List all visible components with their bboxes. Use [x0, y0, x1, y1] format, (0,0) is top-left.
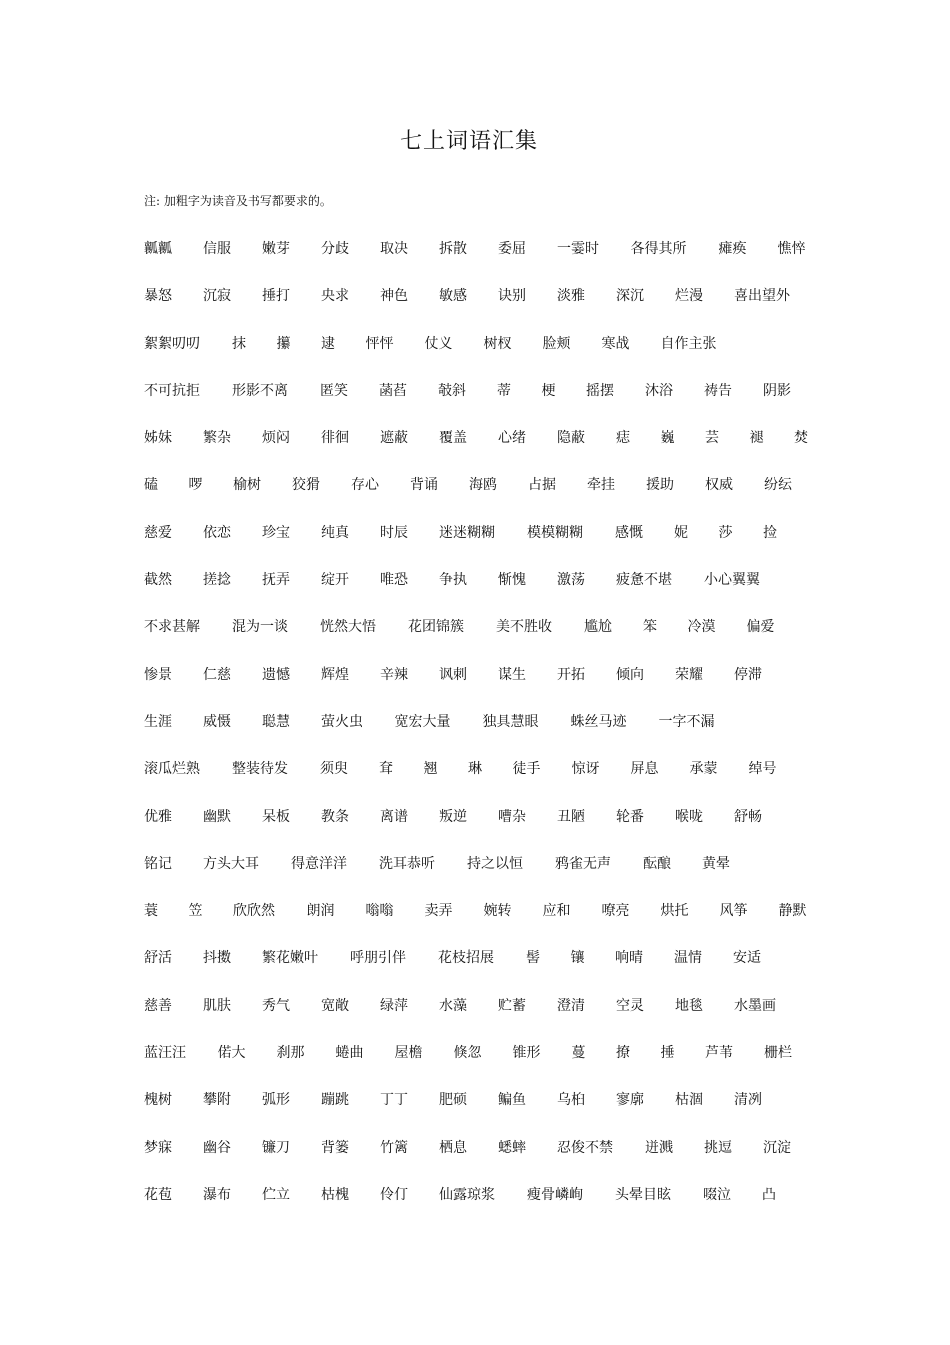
- vocab-word: 仁慈: [203, 666, 231, 683]
- vocab-word: 梦寐: [144, 1139, 172, 1156]
- vocab-word: 脸颊: [542, 335, 571, 352]
- vocab-word: 呆板: [262, 808, 290, 825]
- vocab-word: 繁杂: [203, 430, 231, 447]
- document-note: 注: 加粗字为读音及书写都要求的。: [144, 194, 332, 208]
- vocab-word: 捡: [763, 524, 777, 541]
- vocab-word: 喜出望外: [734, 288, 790, 305]
- vocab-word: 焚: [794, 430, 808, 447]
- vocab-word: 榆树: [233, 477, 261, 494]
- vocab-word: 屋檐: [394, 1045, 423, 1062]
- vocab-word: 援助: [646, 477, 674, 494]
- vocab-word: 萤火虫: [321, 713, 363, 730]
- vocab-word: 抖擞: [203, 950, 231, 967]
- vocab-word: 不可抗拒: [144, 382, 200, 399]
- vocab-word: 安适: [733, 950, 761, 967]
- vocab-word: 舒畅: [734, 808, 762, 825]
- vocab-word: 蓑: [144, 903, 158, 920]
- vocab-word: 遗憾: [262, 666, 290, 683]
- vocab-word: 优雅: [144, 808, 172, 825]
- vocab-word: 美不胜收: [496, 619, 552, 636]
- vocab-word: 沉淀: [763, 1139, 791, 1156]
- word-row: [144, 616, 824, 663]
- vocab-word: 风筝: [719, 903, 748, 920]
- vocab-word: 辛辣: [380, 666, 408, 683]
- vocab-word: 小心翼翼: [704, 572, 760, 589]
- vocab-word: 隐蔽: [557, 430, 585, 447]
- vocab-word: 澄清: [557, 997, 585, 1014]
- vocab-word: 怦怦: [365, 335, 394, 352]
- vocab-word: 嗡嗡: [365, 903, 394, 920]
- vocab-word: 疲惫不堪: [616, 572, 672, 589]
- vocab-word: 蔓: [571, 1045, 586, 1062]
- vocab-word: 姊妹: [144, 430, 172, 447]
- vocab-word: 狡猾: [292, 477, 320, 494]
- vocab-word: 绿萍: [380, 997, 408, 1014]
- vocab-word: 竹篱: [380, 1139, 408, 1156]
- vocab-word: 时辰: [380, 524, 408, 541]
- vocab-word: 徒手: [512, 761, 541, 778]
- vocab-word: 温情: [674, 950, 702, 967]
- vocab-word: 寥廓: [616, 1092, 644, 1109]
- vocab-word: 威慑: [203, 713, 231, 730]
- vocab-word: 整装待发: [232, 761, 288, 778]
- word-row: [144, 285, 824, 332]
- vocab-word: 深沉: [616, 288, 644, 305]
- vocab-word: 洗耳恭听: [379, 855, 435, 872]
- vocab-word: 慈爱: [144, 524, 172, 541]
- vocab-word: 抹: [232, 335, 246, 352]
- vocab-word: 枯槐: [321, 1186, 349, 1203]
- vocab-word: 芸: [705, 430, 719, 447]
- vocab-word: 方头大耳: [203, 855, 259, 872]
- word-row: [144, 806, 824, 853]
- vocab-word: 伶仃: [380, 1186, 408, 1203]
- vocab-word: 遮蔽: [380, 430, 408, 447]
- vocab-word: 镶: [570, 950, 585, 967]
- vocab-word: 一字不漏: [658, 713, 715, 730]
- vocab-word: 诀别: [498, 288, 526, 305]
- word-row: [144, 995, 824, 1042]
- vocab-word: 恍然大悟: [320, 619, 376, 636]
- vocab-word: 响晴: [615, 950, 643, 967]
- vocab-word: 蟋蟀: [498, 1139, 526, 1156]
- word-row: [144, 380, 824, 427]
- vocab-word: 妮: [674, 524, 688, 541]
- vocab-word: 翘: [423, 761, 438, 778]
- vocab-word: 海鸥: [469, 477, 497, 494]
- vocab-word: 花枝招展: [438, 950, 494, 967]
- vocab-word: 耷: [379, 761, 393, 778]
- vocab-word: 抚弄: [262, 572, 290, 589]
- vocab-word: 酝酿: [643, 855, 671, 872]
- vocab-word: 烦闷: [262, 430, 290, 447]
- vocab-word: 感慨: [615, 524, 643, 541]
- word-row: [144, 569, 824, 616]
- vocab-word: 幽谷: [203, 1139, 231, 1156]
- vocab-word: 占据: [528, 477, 556, 494]
- vocab-word: 地毯: [675, 997, 703, 1014]
- vocab-word: 瓤瓤: [144, 241, 172, 257]
- vocab-word: 离谱: [380, 808, 408, 825]
- vocab-word: 捶打: [262, 288, 290, 305]
- vocab-word: 嘈杂: [498, 808, 526, 825]
- vocab-word: 持之以恒: [467, 855, 523, 872]
- word-row: [144, 853, 824, 900]
- vocab-word: 分歧: [321, 241, 349, 257]
- vocab-word: 沉寂: [203, 288, 231, 305]
- vocab-word: 鸦雀无声: [555, 855, 611, 872]
- vocab-word: 惨景: [144, 666, 172, 683]
- vocab-word: 沐浴: [645, 382, 673, 399]
- vocab-word: 幽默: [203, 808, 231, 825]
- vocab-word: 叛逆: [439, 808, 467, 825]
- vocab-word: 攀附: [203, 1092, 231, 1109]
- vocab-word: 须臾: [320, 761, 348, 778]
- vocab-word: 教条: [321, 808, 349, 825]
- vocab-word: 鳊鱼: [498, 1092, 526, 1109]
- vocab-word: 磕: [144, 477, 158, 494]
- vocab-word: 生涯: [144, 713, 172, 730]
- vocab-word: 乌桕: [557, 1092, 585, 1109]
- word-row: [144, 758, 824, 805]
- vocab-word: 自作主张: [660, 335, 717, 352]
- word-row: [144, 522, 824, 569]
- vocab-word: 冷漠: [687, 619, 716, 636]
- vocab-word: 呼朋引伴: [350, 950, 406, 967]
- vocab-word: 纷纭: [764, 477, 792, 494]
- vocab-word: 心绪: [498, 430, 526, 447]
- vocab-word: 蓝汪汪: [144, 1045, 186, 1062]
- vocab-word: 纯真: [321, 524, 349, 541]
- vocab-word: 欣欣然: [233, 903, 275, 920]
- vocab-word: 烂漫: [675, 288, 703, 305]
- vocab-word: 褪: [749, 430, 764, 447]
- vocab-word: 屏息: [630, 761, 659, 778]
- vocab-word: 激荡: [557, 572, 585, 589]
- vocab-word: 绰号: [748, 761, 777, 778]
- vocab-word: 聪慧: [262, 713, 290, 730]
- vocab-word: 啰: [188, 477, 203, 494]
- vocab-word: 倾向: [616, 666, 644, 683]
- vocab-word: 笠: [188, 903, 203, 920]
- vocab-word: 荣耀: [675, 666, 703, 683]
- vocab-word: 卖弄: [424, 903, 453, 920]
- vocab-word: 贮蓄: [498, 997, 526, 1014]
- vocab-word: 匿笑: [320, 382, 348, 399]
- vocab-word: 暴怒: [144, 288, 172, 305]
- vocab-word: 敏感: [439, 288, 467, 305]
- word-row: [144, 427, 824, 474]
- vocab-word: 逮: [321, 335, 335, 352]
- vocab-word: 惭愧: [498, 572, 526, 589]
- vocab-word: 滚瓜烂熟: [144, 761, 200, 778]
- document-title: 七上词语汇集: [399, 129, 538, 154]
- vocab-word: 倏忽: [453, 1045, 482, 1062]
- vocab-word: 仙露琼浆: [439, 1186, 495, 1203]
- vocab-word: 菡萏: [379, 382, 407, 399]
- vocab-word: 铭记: [144, 855, 172, 872]
- vocab-word: 委屈: [498, 241, 526, 257]
- vocab-word: 取决: [380, 241, 408, 257]
- vocab-word: 憔悴: [777, 241, 806, 257]
- vocab-word: 独具慧眼: [482, 713, 539, 730]
- vocab-word: 啜泣: [703, 1186, 731, 1203]
- word-row: [144, 1089, 824, 1136]
- vocab-word: 迷迷糊糊: [439, 524, 495, 541]
- vocab-word: 舒活: [144, 950, 172, 967]
- vocab-word: 开拓: [557, 666, 585, 683]
- word-row: [144, 664, 824, 711]
- vocab-word: 应和: [542, 903, 571, 920]
- vocab-word: 锥形: [512, 1045, 541, 1062]
- vocab-word: 瘫痪: [718, 241, 747, 257]
- vocab-word: 背诵: [410, 477, 438, 494]
- vocab-word: 瘦骨嶙峋: [527, 1186, 583, 1203]
- vocab-word: 静默: [778, 903, 807, 920]
- vocab-word: 惊讶: [571, 761, 600, 778]
- word-row: [144, 238, 824, 285]
- vocab-word: 髻: [526, 950, 540, 967]
- vocab-word: 镰刀: [262, 1139, 290, 1156]
- vocab-word: 偏爱: [746, 619, 775, 636]
- vocab-word: 弧形: [262, 1092, 290, 1109]
- vocab-word: 摇摆: [586, 382, 614, 399]
- vocab-word: 绽开: [321, 572, 349, 589]
- word-row: [144, 1184, 824, 1231]
- vocab-word: 伫立: [262, 1186, 290, 1203]
- vocab-word: 宽敞: [321, 997, 349, 1014]
- vocab-word: 槐树: [144, 1092, 172, 1109]
- vocab-word: 混为一谈: [232, 619, 288, 636]
- vocab-word: 蒂: [497, 382, 511, 399]
- vocab-word: 头晕目眩: [615, 1186, 671, 1203]
- vocab-word: 朗润: [306, 903, 335, 920]
- vocab-word: 空灵: [616, 997, 644, 1014]
- vocab-word: 覆盖: [439, 430, 467, 447]
- vocab-word: 轮番: [616, 808, 644, 825]
- vocab-word: 徘徊: [321, 430, 349, 447]
- vocab-word: 模模糊糊: [527, 524, 583, 541]
- word-row: [144, 711, 824, 758]
- vocab-word: 忍俊不禁: [557, 1139, 613, 1156]
- word-row: [144, 474, 824, 521]
- vocab-word: 烘托: [660, 903, 689, 920]
- vocab-word: 阴影: [763, 382, 791, 399]
- vocab-word: 仗义: [424, 335, 453, 352]
- vocab-word: 寒战: [601, 335, 630, 352]
- vocab-word: 秀气: [262, 997, 290, 1014]
- vocab-word: 肥硕: [439, 1092, 467, 1109]
- vocab-word: 祷告: [704, 382, 732, 399]
- vocab-word: 蛛丝马迹: [570, 713, 627, 730]
- vocab-word: 丁丁: [380, 1092, 408, 1109]
- vocab-word: 枯涸: [675, 1092, 703, 1109]
- vocab-word: 树杈: [483, 335, 512, 352]
- vocab-word: 一霎时: [557, 241, 599, 257]
- vocab-word: 不求甚解: [144, 619, 200, 636]
- vocab-word: 芦苇: [705, 1045, 733, 1062]
- vocab-word: 背篓: [321, 1139, 349, 1156]
- vocab-word: 宽宏大量: [394, 713, 451, 730]
- vocab-word: 谋生: [498, 666, 526, 683]
- vocab-word: 依恋: [203, 524, 231, 541]
- vocab-word: 捶: [660, 1045, 675, 1062]
- vocab-word: 凸: [762, 1186, 776, 1203]
- vocab-word: 巍: [660, 430, 675, 447]
- word-row: [144, 900, 824, 947]
- word-row: [144, 1137, 824, 1184]
- vocab-word: 蹦跳: [321, 1092, 349, 1109]
- vocab-word: 争执: [439, 572, 467, 589]
- vocab-word: 嘹亮: [601, 903, 630, 920]
- vocab-word: 婉转: [483, 903, 512, 920]
- vocab-word: 栅栏: [764, 1045, 792, 1062]
- vocab-word: 琳: [468, 761, 482, 778]
- vocab-word: 权威: [705, 477, 733, 494]
- vocab-word: 莎: [718, 524, 733, 541]
- vocab-word: 刹那: [276, 1045, 305, 1062]
- vocab-word: 攲斜: [438, 382, 466, 399]
- vocab-word: 存心: [351, 477, 379, 494]
- vocab-word: 肌肤: [203, 997, 231, 1014]
- vocab-word: 水墨画: [734, 997, 776, 1014]
- vocab-word: 挑逗: [704, 1139, 732, 1156]
- vocab-word: 尴尬: [584, 619, 612, 636]
- vocab-word: 撩: [616, 1045, 630, 1062]
- vocab-word: 花团锦簇: [408, 619, 464, 636]
- vocabulary-list: [144, 238, 824, 1231]
- vocab-word: 信服: [203, 241, 231, 257]
- vocab-word: 丑陋: [557, 808, 585, 825]
- vocab-word: 嫩芽: [262, 241, 290, 257]
- word-row: [144, 947, 824, 994]
- vocab-word: 蜷曲: [335, 1045, 364, 1062]
- vocab-word: 神色: [380, 288, 408, 305]
- vocab-word: 攥: [276, 335, 291, 352]
- vocab-word: 瀑布: [203, 1186, 231, 1203]
- vocab-word: 珍宝: [262, 524, 290, 541]
- vocab-word: 水藻: [439, 997, 467, 1014]
- vocab-word: 各得其所: [630, 241, 687, 257]
- vocab-word: 截然: [144, 572, 172, 589]
- vocab-word: 繁花嫩叶: [262, 950, 318, 967]
- vocab-word: 得意洋洋: [291, 855, 347, 872]
- word-row: [144, 333, 824, 380]
- vocab-word: 辉煌: [321, 666, 349, 683]
- vocab-word: 拆散: [439, 241, 467, 257]
- vocab-word: 喉咙: [675, 808, 703, 825]
- vocab-word: 痣: [616, 430, 630, 447]
- word-row: [144, 1042, 824, 1089]
- vocab-word: 央求: [321, 288, 349, 305]
- vocab-word: 迸溅: [645, 1139, 673, 1156]
- vocab-word: 淡雅: [557, 288, 585, 305]
- vocab-word: 偌大: [217, 1045, 246, 1062]
- vocab-word: 停滞: [734, 666, 762, 683]
- vocab-word: 黄晕: [702, 855, 730, 872]
- vocab-word: 笨: [643, 619, 657, 636]
- vocab-word: 慈善: [144, 997, 172, 1014]
- vocab-word: 唯恐: [380, 572, 408, 589]
- vocab-word: 絮絮叨叨: [144, 335, 200, 352]
- vocab-word: 花苞: [144, 1186, 172, 1203]
- vocab-word: 栖息: [439, 1139, 467, 1156]
- vocab-word: 梗: [541, 382, 556, 399]
- vocab-word: 形影不离: [232, 382, 288, 399]
- vocab-word: 承蒙: [689, 761, 718, 778]
- vocab-word: 讽刺: [439, 666, 467, 683]
- vocab-word: 搓捻: [203, 572, 231, 589]
- vocab-word: 清冽: [734, 1092, 762, 1109]
- vocab-word: 牵挂: [587, 477, 615, 494]
